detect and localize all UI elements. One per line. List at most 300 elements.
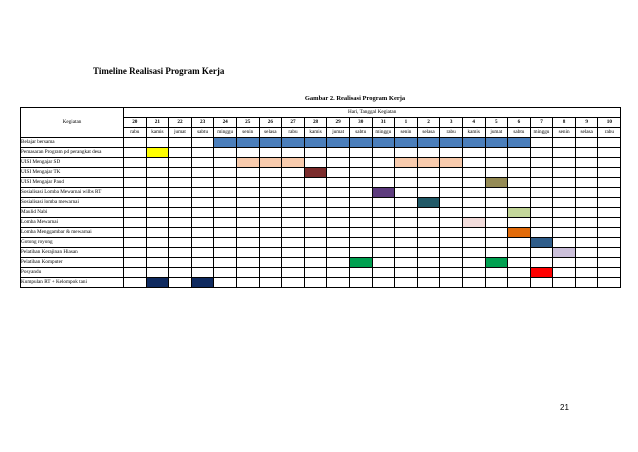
date-header: 5 <box>485 118 508 128</box>
timeline-cell <box>598 268 621 278</box>
timeline-cell <box>169 248 192 258</box>
timeline-cell <box>462 178 485 188</box>
timeline-cell <box>553 158 576 168</box>
timeline-cell <box>372 268 395 278</box>
timeline-cell <box>598 188 621 198</box>
activity-row <box>21 208 621 218</box>
timeline-cell <box>530 248 553 258</box>
timeline-cell <box>485 168 508 178</box>
timeline-cell <box>236 198 259 208</box>
timeline-cell <box>146 258 169 268</box>
timeline-cell <box>349 208 372 218</box>
timeline-bar-cell <box>440 158 463 168</box>
timeline-cell <box>191 208 214 218</box>
activity-label: UISI Mengajar SD <box>21 158 124 168</box>
activity-row <box>21 138 621 148</box>
timeline-bar-cell <box>553 248 576 258</box>
timeline-cell <box>282 168 305 178</box>
timeline-cell <box>259 188 282 198</box>
timeline-cell <box>575 248 598 258</box>
timeline-cell <box>349 158 372 168</box>
day-header: minggu <box>372 128 395 138</box>
timeline-cell <box>575 148 598 158</box>
timeline-cell <box>598 238 621 248</box>
timeline-cell <box>598 258 621 268</box>
timeline-cell <box>395 278 418 288</box>
timeline-cell <box>440 238 463 248</box>
timeline-cell <box>259 238 282 248</box>
timeline-cell <box>349 178 372 188</box>
timeline-cell <box>304 278 327 288</box>
timeline-cell <box>282 268 305 278</box>
timeline-cell <box>417 168 440 178</box>
timeline-cell <box>485 278 508 288</box>
activity-row <box>21 178 621 188</box>
date-header: 27 <box>282 118 305 128</box>
activity-label: Maulid Nabi <box>21 208 124 218</box>
activity-row <box>21 238 621 248</box>
timeline-cell <box>485 158 508 168</box>
timeline-cell <box>598 248 621 258</box>
timeline-cell <box>372 148 395 158</box>
activity-label: Gotong royong <box>21 238 124 248</box>
timeline-cell <box>169 198 192 208</box>
timeline-cell <box>124 228 147 238</box>
timeline-cell <box>146 228 169 238</box>
day-header: sabtu <box>508 128 531 138</box>
day-header: rabu <box>440 128 463 138</box>
timeline-cell <box>124 258 147 268</box>
activity-label: UISI Mengajar Paud <box>21 178 124 188</box>
activity-row <box>21 258 621 268</box>
timeline-cell <box>575 258 598 268</box>
timeline-cell <box>372 248 395 258</box>
timeline-cell <box>191 188 214 198</box>
timeline-cell <box>417 148 440 158</box>
timeline-cell <box>124 178 147 188</box>
timeline-cell <box>417 178 440 188</box>
timeline-cell <box>553 228 576 238</box>
timeline-cell <box>169 188 192 198</box>
day-header: jumat <box>485 128 508 138</box>
timeline-cell <box>214 238 237 248</box>
timeline-cell <box>214 178 237 188</box>
timeline-cell <box>395 198 418 208</box>
timeline-cell <box>349 248 372 258</box>
timeline-cell <box>327 208 350 218</box>
timeline-cell <box>598 218 621 228</box>
timeline-cell <box>304 178 327 188</box>
timeline-cell <box>169 278 192 288</box>
timeline-cell <box>598 228 621 238</box>
timeline-cell <box>440 258 463 268</box>
timeline-bar-cell <box>146 148 169 158</box>
timeline-cell <box>485 188 508 198</box>
activity-label: Pelatihan Kerajinan Hiasan <box>21 248 124 258</box>
day-header: selasa <box>259 128 282 138</box>
timeline-cell <box>508 268 531 278</box>
timeline-cell <box>146 188 169 198</box>
timeline-cell <box>530 218 553 228</box>
timeline-cell <box>530 158 553 168</box>
timeline-bar-cell <box>417 138 440 148</box>
timeline-cell <box>214 218 237 228</box>
timeline-cell <box>349 278 372 288</box>
timeline-cell <box>553 188 576 198</box>
timeline-cell <box>304 198 327 208</box>
timeline-bar-cell <box>304 138 327 148</box>
timeline-bar-cell <box>372 188 395 198</box>
activity-label: Lomba Menggambar & mewarnai <box>21 228 124 238</box>
timeline-cell <box>395 168 418 178</box>
activity-label: Sosialisasi Lomba Mewarnai wilbs RT <box>21 188 124 198</box>
timeline-cell <box>191 138 214 148</box>
timeline-cell <box>124 218 147 228</box>
timeline-cell <box>282 258 305 268</box>
timeline-bar-cell <box>440 138 463 148</box>
timeline-cell <box>440 148 463 158</box>
timeline-bar-cell <box>349 138 372 148</box>
date-header: 3 <box>440 118 463 128</box>
timeline-cell <box>236 278 259 288</box>
timeline-cell <box>304 238 327 248</box>
timeline-cell <box>485 208 508 218</box>
timeline-cell <box>417 248 440 258</box>
timeline-bar-cell <box>259 158 282 168</box>
timeline-cell <box>304 228 327 238</box>
timeline-cell <box>508 248 531 258</box>
timeline-cell <box>214 278 237 288</box>
timeline-cell <box>349 268 372 278</box>
timeline-cell <box>417 218 440 228</box>
timeline-cell <box>327 178 350 188</box>
date-header: 31 <box>372 118 395 128</box>
timeline-cell <box>395 218 418 228</box>
timeline-cell <box>349 148 372 158</box>
timeline-cell <box>462 248 485 258</box>
timeline-cell <box>146 238 169 248</box>
timeline-cell <box>395 228 418 238</box>
timeline-cell <box>485 248 508 258</box>
timeline-cell <box>282 228 305 238</box>
timeline-cell <box>530 258 553 268</box>
timeline-cell <box>124 248 147 258</box>
timeline-cell <box>191 198 214 208</box>
timeline-bar-cell <box>485 138 508 148</box>
date-header: 9 <box>575 118 598 128</box>
timeline-cell <box>169 228 192 238</box>
timeline-cell <box>417 278 440 288</box>
timeline-cell <box>395 258 418 268</box>
timeline-cell <box>349 228 372 238</box>
timeline-cell <box>259 278 282 288</box>
timeline-cell <box>282 278 305 288</box>
timeline-cell <box>191 268 214 278</box>
date-header: 25 <box>236 118 259 128</box>
timeline-cell <box>236 178 259 188</box>
activity-label: Pemasaran Program pd perangkat desa <box>21 148 124 158</box>
timeline-cell <box>372 178 395 188</box>
timeline-bar-cell <box>530 238 553 248</box>
timeline-cell <box>508 198 531 208</box>
activity-row <box>21 198 621 208</box>
timeline-cell <box>530 278 553 288</box>
date-header: 1 <box>395 118 418 128</box>
date-header: 26 <box>259 118 282 128</box>
timeline-cell <box>327 198 350 208</box>
figure-caption-text: Gambar 2. Realisasi Program Kerja <box>304 95 406 102</box>
activity-label: Posyandu <box>21 268 124 278</box>
timeline-cell <box>372 218 395 228</box>
timeline-cell <box>395 268 418 278</box>
timeline-cell <box>485 198 508 208</box>
timeline-cell <box>575 158 598 168</box>
timeline-bar-cell <box>508 138 531 148</box>
day-header: kamis <box>304 128 327 138</box>
timeline-cell <box>485 228 508 238</box>
activity-row <box>21 228 621 238</box>
timeline-cell <box>259 258 282 268</box>
date-header: 8 <box>553 118 576 128</box>
timeline-bar-cell <box>508 228 531 238</box>
timeline-cell <box>259 148 282 158</box>
timeline-cell <box>417 208 440 218</box>
timeline-cell <box>462 188 485 198</box>
timeline-cell <box>282 188 305 198</box>
timeline-cell <box>462 148 485 158</box>
timeline-cell <box>282 148 305 158</box>
timeline-cell <box>214 158 237 168</box>
date-header: 24 <box>214 118 237 128</box>
timeline-cell <box>508 178 531 188</box>
timeline-bar-cell <box>327 138 350 148</box>
timeline-cell <box>146 248 169 258</box>
timeline-bar-cell <box>395 158 418 168</box>
timeline-cell <box>169 168 192 178</box>
timeline-cell <box>372 228 395 238</box>
timeline-cell <box>236 168 259 178</box>
timeline-cell <box>124 238 147 248</box>
day-header: minggu <box>530 128 553 138</box>
timeline-cell <box>304 158 327 168</box>
day-header: minggu <box>214 128 237 138</box>
timeline-cell <box>169 178 192 188</box>
timeline-cell <box>191 148 214 158</box>
day-header: rabu <box>124 128 147 138</box>
timeline-cell <box>282 208 305 218</box>
timeline-cell <box>236 228 259 238</box>
timeline-cell <box>575 228 598 238</box>
timeline-cell <box>598 168 621 178</box>
timeline-cell <box>349 198 372 208</box>
timeline-cell <box>462 168 485 178</box>
timeline-cell <box>304 248 327 258</box>
timeline-cell <box>327 148 350 158</box>
timeline-cell <box>146 208 169 218</box>
timeline-cell <box>169 148 192 158</box>
timeline-cell <box>372 258 395 268</box>
timeline-cell <box>191 248 214 258</box>
timeline-cell <box>440 278 463 288</box>
timeline-bar-cell <box>485 178 508 188</box>
timeline-cell <box>327 218 350 228</box>
timeline-cell <box>508 258 531 268</box>
timeline-cell <box>349 188 372 198</box>
timeline-cell <box>304 148 327 158</box>
activity-row <box>21 148 621 158</box>
timeline-cell <box>372 278 395 288</box>
timeline-cell <box>327 158 350 168</box>
timeline-cell <box>191 178 214 188</box>
timeline-cell <box>259 228 282 238</box>
timeline-bar-cell <box>395 138 418 148</box>
timeline-cell <box>440 188 463 198</box>
date-header: 6 <box>508 118 531 128</box>
timeline-cell <box>530 178 553 188</box>
timeline-cell <box>146 218 169 228</box>
timeline-cell <box>259 198 282 208</box>
timeline-cell <box>485 148 508 158</box>
timeline-cell <box>214 188 237 198</box>
timeline-cell <box>440 248 463 258</box>
date-header: 4 <box>462 118 485 128</box>
timeline-cell <box>282 218 305 228</box>
timeline-bar-cell <box>146 278 169 288</box>
timeline-cell <box>530 208 553 218</box>
timeline-cell <box>553 268 576 278</box>
timeline-cell <box>508 148 531 158</box>
timeline-bar-cell <box>417 198 440 208</box>
timeline-cell <box>327 258 350 268</box>
timeline-bar-cell <box>417 158 440 168</box>
timeline-cell <box>236 268 259 278</box>
timeline-cell <box>236 258 259 268</box>
activity-row <box>21 218 621 228</box>
timeline-cell <box>575 198 598 208</box>
timeline-cell <box>553 198 576 208</box>
timeline-cell <box>124 168 147 178</box>
timeline-cell <box>575 168 598 178</box>
timeline-cell <box>485 238 508 248</box>
day-header: sabtu <box>191 128 214 138</box>
timeline-cell <box>440 168 463 178</box>
timeline-cell <box>191 258 214 268</box>
timeline-cell <box>236 208 259 218</box>
timeline-cell <box>575 238 598 248</box>
timeline-cell <box>191 168 214 178</box>
timeline-cell <box>553 138 576 148</box>
activity-row <box>21 168 621 178</box>
timeline-cell <box>575 218 598 228</box>
timeline-cell <box>214 208 237 218</box>
timeline-cell <box>462 278 485 288</box>
timeline-cell <box>553 178 576 188</box>
timeline-cell <box>146 198 169 208</box>
timeline-cell <box>530 168 553 178</box>
timeline-cell <box>304 218 327 228</box>
timeline-cell <box>553 258 576 268</box>
timeline-bar-cell <box>304 168 327 178</box>
timeline-cell <box>372 158 395 168</box>
timeline-cell <box>372 198 395 208</box>
timeline-cell <box>440 208 463 218</box>
activity-row <box>21 268 621 278</box>
timeline-cell <box>327 228 350 238</box>
timeline-cell <box>349 168 372 178</box>
timeline-cell <box>462 208 485 218</box>
timeline-cell <box>146 178 169 188</box>
day-header: jumat <box>169 128 192 138</box>
timeline-cell <box>462 268 485 278</box>
timeline-cell <box>236 238 259 248</box>
timeline-cell <box>124 188 147 198</box>
day-header: rabu <box>282 128 305 138</box>
day-header: jumat <box>327 128 350 138</box>
timeline-cell <box>214 228 237 238</box>
timeline-bar-cell <box>282 138 305 148</box>
timeline-cell <box>530 198 553 208</box>
day-header: selasa <box>417 128 440 138</box>
timeline-cell <box>575 138 598 148</box>
timeline-cell <box>372 168 395 178</box>
date-header: 10 <box>598 118 621 128</box>
date-header: 29 <box>327 118 350 128</box>
timeline-cell <box>440 268 463 278</box>
day-header: senin <box>236 128 259 138</box>
timeline-cell <box>124 158 147 168</box>
timeline-cell <box>282 238 305 248</box>
document-title: Timeline Realisasi Program Kerja <box>93 66 225 76</box>
timeline-cell <box>259 218 282 228</box>
date-header: 23 <box>191 118 214 128</box>
timeline-cell <box>553 148 576 158</box>
timeline-cell <box>598 208 621 218</box>
timeline-cell <box>236 148 259 158</box>
timeline-cell <box>575 178 598 188</box>
timeline-bar-cell <box>462 218 485 228</box>
timeline-cell <box>508 238 531 248</box>
day-header: senin <box>553 128 576 138</box>
timeline-cell <box>508 158 531 168</box>
timeline-bar-cell <box>214 138 237 148</box>
timeline-cell <box>598 178 621 188</box>
timeline-cell <box>462 228 485 238</box>
timeline-cell <box>214 248 237 258</box>
timeline-cell <box>304 268 327 278</box>
timeline-cell <box>598 158 621 168</box>
timeline-cell <box>440 218 463 228</box>
timeline-cell <box>259 168 282 178</box>
timeline-cell <box>530 138 553 148</box>
timeline-cell <box>282 198 305 208</box>
timeline-cell <box>214 198 237 208</box>
timeline-cell <box>530 188 553 198</box>
timeline-bar-cell <box>236 158 259 168</box>
timeline-cell <box>372 238 395 248</box>
timeline-cell <box>146 268 169 278</box>
date-header: 7 <box>530 118 553 128</box>
timeline-bar-cell <box>191 278 214 288</box>
timeline-cell <box>259 268 282 278</box>
timeline-cell <box>327 278 350 288</box>
date-header: 22 <box>169 118 192 128</box>
timeline-cell <box>327 238 350 248</box>
date-header: 28 <box>304 118 327 128</box>
timeline-cell <box>124 138 147 148</box>
timeline-cell <box>508 218 531 228</box>
timeline-bar-cell <box>462 138 485 148</box>
timeline-cell <box>485 268 508 278</box>
